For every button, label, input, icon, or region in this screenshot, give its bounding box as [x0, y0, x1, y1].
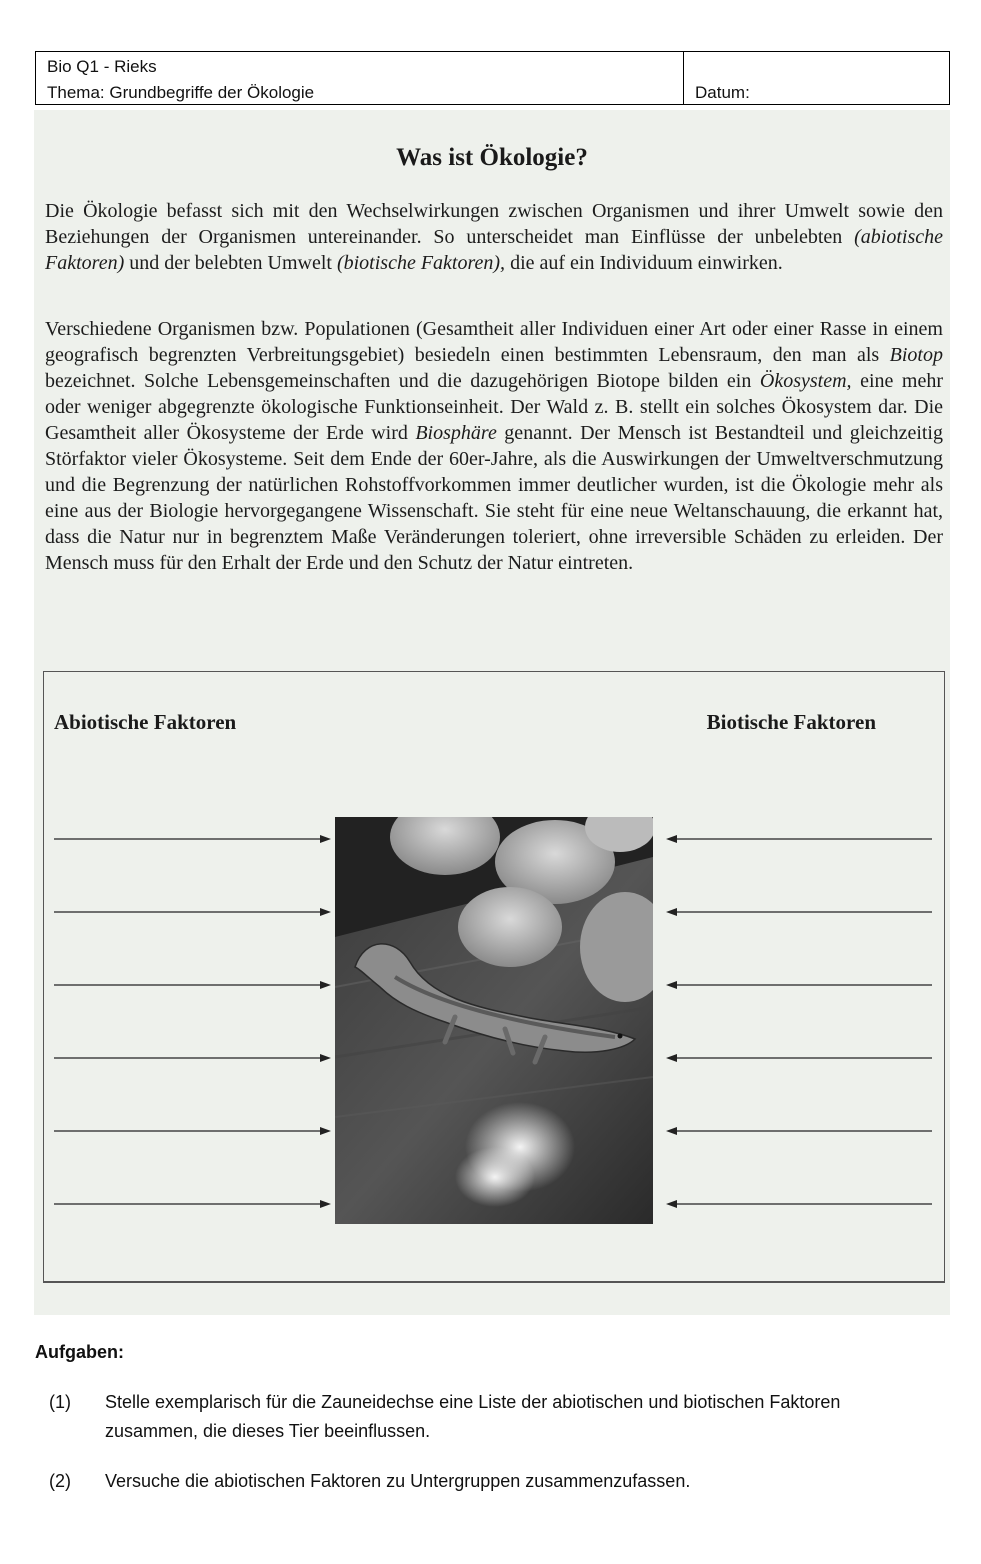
p2-text-b: bezeichnet. Solche Lebensgemeinschaften und die dazugehörigen Biotope bilden ein	[45, 370, 760, 392]
biotic-arrow-3	[665, 978, 933, 992]
task-number: (1)	[49, 1392, 71, 1412]
factor-diagram	[43, 671, 945, 1283]
abiotic-arrow-1	[54, 832, 332, 846]
abiotic-arrow-2	[54, 905, 332, 919]
abiotic-arrow-6	[54, 1197, 332, 1211]
abiotic-heading: Abiotische Faktoren	[54, 710, 237, 734]
tasks-heading: Aufgaben:	[35, 1342, 124, 1362]
task-number: (2)	[49, 1471, 71, 1491]
abiotic-arrow-5	[54, 1124, 332, 1138]
p2-term-biosphaere: Biosphäre	[415, 422, 497, 444]
p2-text-c: eine mehr oder weniger abgegrenzte ökologische Funktionseinheit. Der Wald z. B. stellt ein solches Ökosystem dar. Die Gesamtheit aller Ökosysteme der Erde wird	[45, 370, 943, 444]
biotic-arrow-5	[665, 1124, 933, 1138]
p2-text-d: genannt. Der Mensch ist Bestandteil und gleichzeitig Störfaktor vieler Ökosysteme. Seit dem Ende der 60er-Jahre, als die Auswirkungen der Umweltverschmutzung und die Begrenzung der natürlichen Rohstoffvorkommen immer deutlicher wurden, ist die Ökologie mehr als eine aus der Biologie hervorgegangene Wissenschaft. Sie steht für eine neue Weltanschauung, die erkannt hat, dass die Natur nur in begrenztem Maße Veränderungen toleriert, ohne irreversible Schäden zu erleiden. Der Mensch muss für den Erhalt der Erde und den Schutz der Natur eintreten.	[45, 422, 943, 574]
paragraph-1	[45, 198, 943, 276]
p1-text-a: Die Ökologie befasst sich mit den Wechselwirkungen zwischen Organismen und ihrer Umwelt sowie den Beziehungen der Organismen untereinander. So unterscheidet man Einflüsse der unbelebten	[45, 200, 943, 248]
lizard-photo-graphic	[335, 817, 653, 1224]
header-left-cell	[36, 52, 684, 104]
biotic-arrow-2	[665, 905, 933, 919]
p1-term-biotic: (biotische Faktoren),	[336, 252, 506, 274]
p1-text-c: die auf ein Individuum einwirken.	[505, 252, 783, 274]
header-table	[35, 51, 950, 105]
p2-term-oekosystem: Ökosystem,	[759, 370, 852, 392]
task-text: Stelle exemplarisch für die Zauneidechse eine Liste der abiotischen und biotischen Faktoren zusammen, die dieses Tier beeinflussen.	[105, 1392, 841, 1441]
biotic-arrow-4	[665, 1051, 933, 1065]
paragraph-2	[45, 316, 943, 576]
p1-term-abiotic: (abiotische Faktoren)	[45, 226, 943, 274]
biotic-arrow-1	[665, 832, 933, 846]
course-label: Bio Q1 - Rieks	[47, 57, 157, 76]
topic-label: Thema: Grundbegriffe der Ökologie	[47, 83, 315, 102]
p2-text-a: Verschiedene Organismen bzw. Populationen (Gesamtheit aller Individuen einer Art oder einer Rasse in einem geografisch begrenzten Verbreitungsgebiet) besiedeln einen bestimmten Lebensraum, den man als	[45, 318, 943, 366]
biotic-arrow-6	[665, 1197, 933, 1211]
abiotic-arrow-4	[54, 1051, 332, 1065]
p1-text-b: und der belebten Umwelt	[124, 252, 337, 274]
header-right-cell	[684, 52, 949, 104]
scanned-worksheet	[34, 110, 950, 1315]
biotic-heading: Biotische Faktoren	[706, 710, 876, 734]
p2-term-biotop: Biotop	[889, 344, 943, 366]
task-text: Versuche die abiotischen Faktoren zu Untergruppen zusammenzufassen.	[105, 1471, 691, 1491]
lizard-photo	[335, 817, 653, 1224]
abiotic-arrow-3	[54, 978, 332, 992]
article-title: Was ist Ökologie?	[396, 144, 588, 171]
date-label: Datum:	[695, 83, 750, 102]
